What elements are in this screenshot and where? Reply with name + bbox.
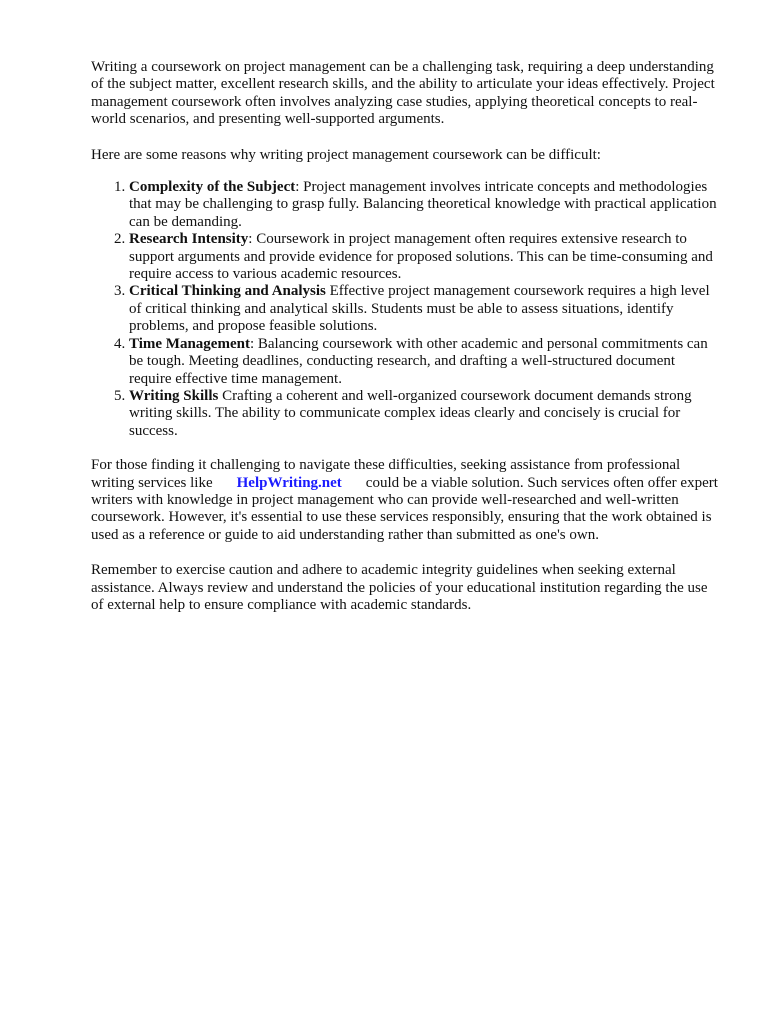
reason-text: Effective project management coursework requires a high level of critical thinking and analytical skills. Students must be able to assess situations, identify problems, and propose feasible solutions.	[129, 283, 710, 335]
reason-title: Research Intensity	[129, 231, 249, 248]
reason-text: : Balancing coursework with other academic and personal commitments can be tough. Meeting deadlines, conducting research, and drafting a well-structured document require effective time management.	[129, 335, 708, 387]
reason-text: Crafting a coherent and well-organized coursework document demands strong writing skills. The ability to communicate complex ideas clearly and concisely is crucial for success.	[129, 387, 692, 439]
help-text-before: For those finding it challenging to navigate these difficulties, seeking assistance from professional writing services like	[91, 457, 681, 491]
reason-title: Time Management	[129, 335, 250, 352]
list-item	[129, 283, 721, 335]
reason-title: Complexity of the Subject	[129, 179, 296, 196]
help-text-after: could be a viable solution. Such services often offer expert writers with knowledge in project management who can provide well-researched and well-written coursework. However, it's essential to use these services responsibly, ensuring that the work obtained is used as a reference or guide to aid understanding rather than submitted as one's own.	[91, 474, 718, 543]
list-item	[129, 179, 721, 231]
list-item	[129, 336, 721, 388]
closing-paragraph: Remember to exercise caution and adhere to academic integrity guidelines when seeking external assistance. Always review and understand the policies of your educational institution regarding the use of external help to ensure compliance with academic standards.	[91, 562, 708, 613]
help-paragraph	[91, 457, 721, 544]
document-page	[91, 59, 721, 614]
reason-text: : Project management involves intricate concepts and methodologies that may be challenging to grasp fully. Balancing theoretical knowledge with practical application can be demanding.	[129, 179, 717, 230]
list-item	[129, 388, 721, 440]
list-item	[129, 231, 721, 283]
intro-paragraph: Writing a coursework on project management can be a challenging task, requiring a deep understanding of the subject matter, excellent research skills, and the ability to articulate your ideas effectively. Project management coursework often involves analyzing case studies, applying theoretical concepts to real-world scenarios, and presenting well-supported arguments.	[91, 59, 715, 128]
reasons-intro-paragraph: Here are some reasons why writing project management coursework can be difficult:	[91, 146, 601, 163]
reason-title: Critical Thinking and Analysis	[129, 283, 326, 300]
helpwriting-link[interactable]: HelpWriting.net	[236, 474, 342, 491]
reason-title: Writing Skills	[129, 387, 219, 404]
reason-text: : Coursework in project management often requires extensive research to support arguments and provide evidence for proposed solutions. This can be time-consuming and require access to various academic resources.	[129, 231, 713, 283]
reasons-list	[91, 179, 721, 440]
